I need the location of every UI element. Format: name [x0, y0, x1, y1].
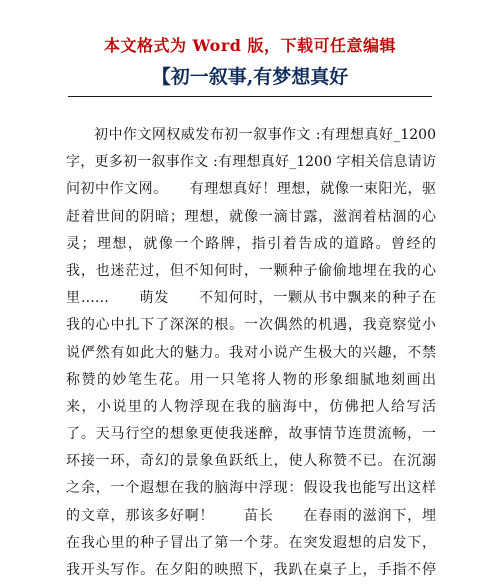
article-line: 在我心里的种子冒出了第一个芽。在突发遐想的启发下，: [66, 534, 436, 551]
article-line: 里…… 萌发 不知何时，一颗从书中飘来的种子在: [66, 290, 436, 307]
article-line: 灵；理想，就像一个路牌，指引着告成的道路。曾经的: [66, 235, 436, 252]
page-title: 【初一叙事,有梦想真好: [151, 66, 349, 88]
article-line: 赶着世间的阴暗；理想，就像一滴甘露，滋润着枯涸的心: [66, 208, 436, 225]
article-line: 说俨然有如此大的魅力。我对小说产生极大的兴趣，不禁: [66, 344, 436, 361]
article-line: 我开头写作。在夕阳的映照下，我趴在桌子上，手指不停: [66, 562, 436, 578]
article-body: [66, 122, 436, 584]
article-line: 字，更多初一叙事作文 :有理想真好_1200 字相关信息请访: [66, 154, 436, 171]
article-line: 环接一环，奇幻的景象鱼跃纸上，使人称赞不已。在沉溺: [66, 453, 436, 470]
article-line: 之余，一个遐想在我的脑海中浮现：假设我也能写出这样: [66, 480, 436, 497]
article-line: 问初中作文网。 有理想真好！理想，就像一束阳光，驱: [66, 181, 436, 198]
article-line: 的文章，那该多好啊！ 苗长 在春雨的滋润下，埋: [66, 507, 436, 524]
article-line: 我的心中扎下了深深的根。一次偶然的机遇，我竟察觉小: [66, 317, 436, 334]
article-line: 初中作文网权威发布初一叙事作文 :有理想真好_1200: [94, 127, 436, 143]
article-line: 了。天马行空的想象更使我迷醉，故事情节连贯流畅，一: [66, 426, 436, 443]
article-line: 来，小说里的人物浮现在我的脑海中，仿佛把人给写活: [66, 398, 436, 415]
title-divider: [68, 96, 432, 97]
article-line: 称赞的妙笔生花。用一只笔将人物的形象细腻地刻画出: [66, 371, 436, 388]
article-line: 我，也迷茫过，但不知何时，一颗种子偷偷地埋在我的心: [66, 262, 436, 279]
format-banner: 本文格式为 Word 版，下载可任意编辑: [103, 36, 397, 55]
